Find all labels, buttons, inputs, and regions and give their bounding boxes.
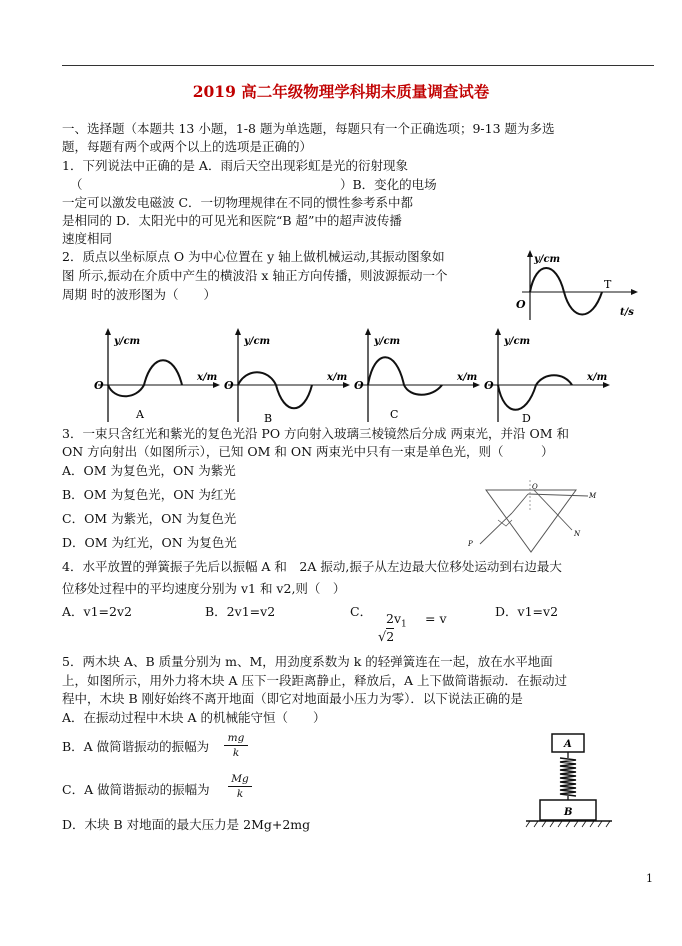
q4-option-d: D．v1=v2 bbox=[495, 604, 559, 619]
q4-option-c-eq: = v bbox=[425, 611, 447, 626]
q2-a-origin: O bbox=[94, 379, 104, 392]
header-rule bbox=[62, 65, 654, 66]
q4-c-root-value: 2 bbox=[386, 629, 395, 644]
q2-a-xlabel: x/m bbox=[197, 372, 218, 383]
q2-option-d-graph bbox=[482, 328, 612, 426]
q5-option-d: D．木块 B 对地面的最大压力是 2Mg+2mg bbox=[62, 817, 311, 832]
section-line-1: 一、选择题（本题共 13 小题，1-8 题为单选题，每题只有一个正确选项；9-13 题为多选 bbox=[62, 121, 555, 136]
q3-option-c: C．OM 为紫光，ON 为复色光 bbox=[62, 511, 237, 526]
q1-paren-open: （ bbox=[70, 177, 83, 192]
q5-option-b: B．A 做简谐振动的振幅为 bbox=[62, 739, 210, 754]
q3-line-2: ON 方向射出（如图所示），已知 OM 和 ON 两束光中只有一束是单色光，则（ ） bbox=[62, 444, 554, 459]
q2-d-ylabel: y/cm bbox=[504, 336, 531, 347]
section-line-2: 题，每题有两个或两个以上的选项是正确的） bbox=[62, 139, 313, 154]
q4-c-num-text: 2v bbox=[386, 611, 402, 626]
q5-c-numerator: Mg bbox=[231, 773, 249, 785]
q2-b-letter: B bbox=[264, 412, 273, 425]
q4-line-2: 位移处过程中的平均速度分别为 v1 和 v2,则（ ） bbox=[62, 581, 346, 596]
q1-line-5: 速度相同 bbox=[62, 231, 113, 246]
q5-option-c: C．A 做简谐振动的振幅为 bbox=[62, 782, 210, 797]
q2-option-b-graph bbox=[222, 328, 352, 426]
q3-fig-o: O bbox=[532, 483, 538, 491]
q2-graph-ylabel: y/cm bbox=[534, 254, 561, 265]
q5-option-a: A．在振动过程中木块 A 的机械能守恒（ ） bbox=[62, 710, 326, 725]
q5-c-fraction bbox=[228, 773, 252, 800]
q5-line-2: 上，如图所示，用外力将木块 A 压下一段距离静止，释放后，A 上下做简谐振动．在振动过 bbox=[62, 673, 567, 688]
q4-line-1: 4．水平放置的弹簧振子先后以振幅 A 和 2A 振动,振子从左边最大位移处运动到右边最大 bbox=[62, 559, 562, 574]
q2-line-1: 2．质点以坐标原点 O 为中心位置在 y 轴上做机械运动,其振动图象如 bbox=[62, 249, 445, 264]
q2-option-a-graph bbox=[92, 328, 222, 426]
q5-spring-figure bbox=[524, 732, 614, 830]
q3-line-1: 3．一束只含红光和紫光的复色光沿 PO 方向射入玻璃三棱镜然后分成 两束光，并沿 OM 和 bbox=[62, 426, 570, 441]
q2-c-letter: C bbox=[390, 408, 399, 421]
q2-a-letter: A bbox=[136, 408, 144, 421]
q1-line-1: 1．下列说法中正确的是 A．雨后天空出现彩虹是光的衍射现象 bbox=[62, 158, 408, 173]
q4-option-b: B．2v1=v2 bbox=[205, 604, 276, 619]
q5-fig-a: A bbox=[564, 739, 572, 750]
q2-d-xlabel: x/m bbox=[587, 372, 608, 383]
q2-line-2: 图 所示,振动在介质中产生的横波沿 x 轴正方向传播，则波源振动一个 bbox=[62, 268, 448, 283]
q2-graph-origin: O bbox=[516, 298, 526, 311]
q3-fig-m: M bbox=[589, 492, 597, 500]
q3-option-a: A．OM 为复色光，ON 为紫光 bbox=[62, 463, 236, 478]
q2-line-3: 周期 时的波形图为（ ） bbox=[62, 287, 216, 302]
page-title: 2019 高二年级物理学科期末质量调查试卷 bbox=[192, 82, 490, 101]
q2-c-origin: O bbox=[354, 379, 364, 392]
q2-option-c-graph bbox=[352, 328, 482, 426]
q4-c-sub: 1 bbox=[401, 619, 407, 630]
q5-line-3: 程中，木块 B 刚好始终不离开地面（即它对地面最小压力为零）．以下说法正确的是 bbox=[62, 691, 523, 706]
page-number: 1 bbox=[646, 872, 653, 885]
q5-b-fraction bbox=[224, 732, 248, 759]
q3-fig-p: P bbox=[468, 540, 473, 548]
q5-line-1: 5．两木块 A、B 质量分别为 m、M，用劲度系数为 k 的轻弹簧连在一起，放在水平地面 bbox=[62, 654, 553, 669]
q2-c-ylabel: y/cm bbox=[374, 336, 401, 347]
q3-option-d: D．OM 为红光，ON 为复色光 bbox=[62, 535, 237, 550]
q2-graph-xlabel: t/s bbox=[620, 307, 634, 318]
q2-a-ylabel: y/cm bbox=[114, 336, 141, 347]
q5-c-denominator: k bbox=[236, 788, 244, 800]
q4-option-a: A．v1=2v2 bbox=[62, 604, 132, 619]
q2-graph-period: T bbox=[604, 278, 612, 291]
q5-fig-b: B bbox=[564, 807, 573, 818]
q3-prism-figure bbox=[468, 480, 598, 555]
q2-b-origin: O bbox=[224, 379, 234, 392]
q1-line-3: 一定可以激发电磁波 C．一切物理规律在不同的惯性参考系中都 bbox=[62, 195, 414, 210]
q2-d-origin: O bbox=[484, 379, 494, 392]
q2-d-letter: D bbox=[522, 412, 531, 425]
q4-option-c-label: C． bbox=[350, 604, 373, 619]
q2-b-ylabel: y/cm bbox=[244, 336, 271, 347]
q2-b-xlabel: x/m bbox=[327, 372, 348, 383]
q2-c-xlabel: x/m bbox=[457, 372, 478, 383]
q2-vibration-graph bbox=[512, 250, 642, 322]
q3-option-b: B．OM 为复色光，ON 为红光 bbox=[62, 487, 236, 502]
q4-option-c-root: √2 bbox=[378, 629, 395, 645]
q1-line-2: ）B．变化的电场 bbox=[340, 177, 437, 192]
q1-line-4: 是相同的 D．太阳光中的可见光和医院“B 超”中的超声波传播 bbox=[62, 213, 402, 228]
q5-b-denominator: k bbox=[232, 747, 240, 759]
q3-fig-n: N bbox=[574, 530, 581, 538]
q5-b-numerator: mg bbox=[227, 732, 245, 744]
